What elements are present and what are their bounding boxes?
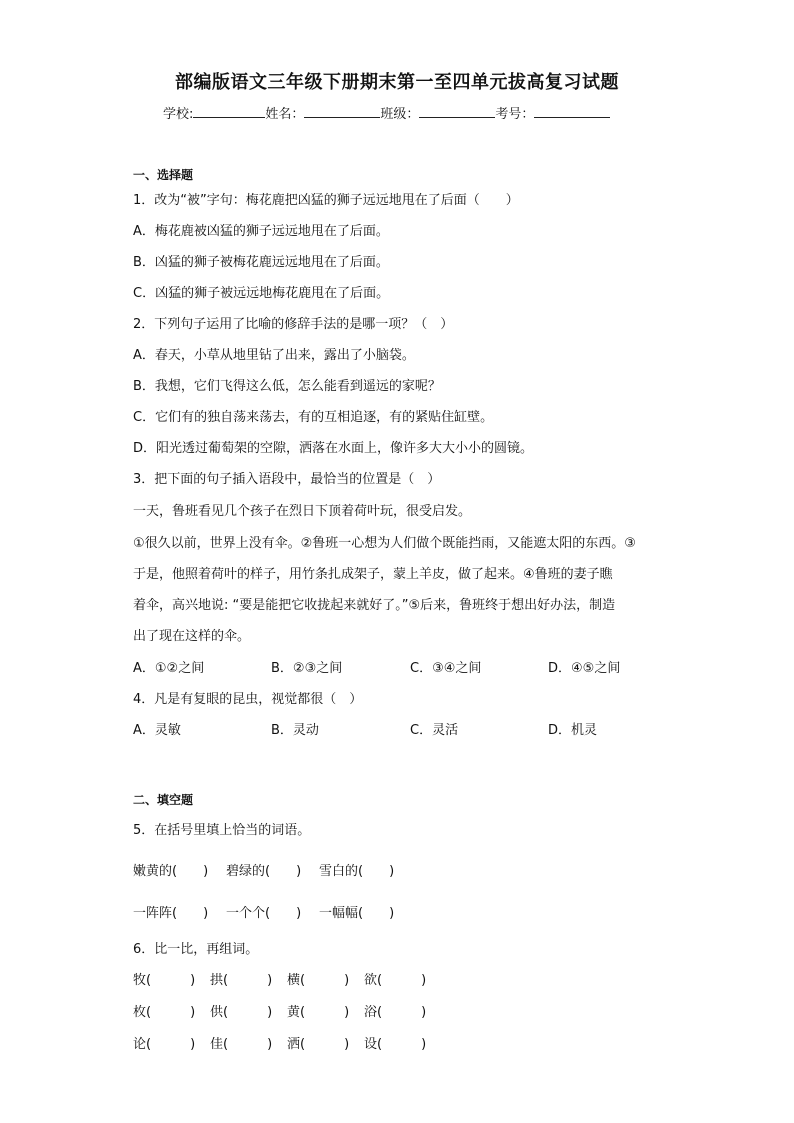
question-6-item: 洒( ) [287, 1037, 350, 1052]
section-heading-fill: 二、填空题 [133, 793, 194, 807]
question-3-passage-line-4: 出了现在这样的伞。 [133, 629, 251, 644]
question-3-option-c: C．③④之间 [410, 661, 482, 676]
question-3-option-a: A．①②之间 [133, 661, 205, 676]
school-blank [193, 104, 265, 118]
name-label: 姓名： [265, 107, 305, 122]
question-6-item: 设( ) [364, 1037, 427, 1052]
exam-no-blank [534, 104, 610, 118]
question-4-option-c: C．灵活 [410, 723, 459, 738]
class-blank [419, 104, 495, 118]
question-1-option-a: A．梅花鹿被凶猛的狮子远远地甩在了后面。 [133, 224, 389, 239]
question-3-sentence: 一天，鲁班看见几个孩子在烈日下顶着荷叶玩，很受启发。 [133, 504, 472, 519]
exam-no-label: 考号： [495, 107, 535, 122]
question-6-item: 浴( ) [364, 1005, 427, 1020]
question-5-blank: 一阵阵( ) [133, 906, 209, 921]
question-4-option-d: D．机灵 [548, 723, 598, 738]
question-3-passage-line-2: 于是，他照着荷叶的样子，用竹条扎成架子，蒙上羊皮，做了起来。④鲁班的妻子瞧 [133, 567, 613, 582]
question-6-item: 枚( ) [133, 1005, 196, 1020]
question-6-item: 论( ) [133, 1037, 196, 1052]
question-4-option-a: A．灵敏 [133, 723, 181, 738]
question-6-item: 牧( ) [133, 973, 196, 988]
question-2-stem: 2．下列句子运用了比喻的修辞手法的是哪一项？（ ） [133, 317, 454, 332]
question-5-blank: 嫩黄的( ) [133, 864, 209, 879]
question-6-item: 横( ) [287, 973, 350, 988]
question-6-item: 拱( ) [210, 973, 273, 988]
question-3-passage-line-3: 着伞，高兴地说: “要是能把它收拢起来就好了。”⑤后来，鲁班终于想出好办法，制造 [133, 598, 616, 613]
question-3-option-b: B．②③之间 [271, 661, 343, 676]
question-4-stem: 4．凡是有复眼的昆虫，视觉都很（ ） [133, 692, 363, 707]
section-heading-choice: 一、选择题 [133, 168, 194, 182]
question-1-option-b: B．凶猛的狮子被梅花鹿远远地甩在了后面。 [133, 255, 389, 270]
question-2-option-c: C．它们有的独自荡来荡去，有的互相追逐，有的紧贴住缸壁。 [133, 410, 494, 425]
question-2-option-d: D．阳光透过葡萄架的空隙，洒落在水面上，像许多大大小小的圆镜。 [133, 441, 534, 456]
question-5-blank: 雪白的( ) [319, 864, 395, 879]
question-6-item: 黄( ) [287, 1005, 350, 1020]
question-2-option-b: B．我想，它们飞得这么低，怎么能看到遥远的家呢？ [133, 379, 441, 394]
question-5-blank: 碧绿的( ) [226, 864, 302, 879]
question-2-option-a: A．春天，小草从地里钻了出来，露出了小脑袋。 [133, 348, 415, 363]
question-6-stem: 6．比一比，再组词。 [133, 942, 259, 957]
question-3-passage-line-1: ①很久以前，世界上没有伞。②鲁班一心想为人们做个既能挡雨，又能遮太阳的东西。③ [133, 536, 636, 551]
question-1-stem: 1．改为“被”字句：梅花鹿把凶猛的狮子远远地甩在了后面（ ） [133, 193, 519, 208]
question-6-item: 欲( ) [364, 973, 427, 988]
question-6-item: 佳( ) [210, 1037, 273, 1052]
question-6-item: 供( ) [210, 1005, 273, 1020]
name-blank [304, 104, 380, 118]
question-5-blank: 一幅幅( ) [319, 906, 395, 921]
question-3-stem: 3．把下面的句子插入语段中，最恰当的位置是（ ） [133, 472, 441, 487]
class-label: 班级： [380, 107, 420, 122]
page-title: 部编版语文三年级下册期末第一至四单元拔高复习试题 [175, 72, 619, 93]
question-1-option-c: C．凶猛的狮子被远远地梅花鹿甩在了后面。 [133, 286, 390, 301]
school-label: 学校: [163, 107, 194, 122]
question-5-blank: 一个个( ) [226, 906, 302, 921]
question-4-option-b: B．灵动 [271, 723, 319, 738]
question-5-stem: 5．在括号里填上恰当的词语。 [133, 823, 311, 838]
question-3-option-d: D．④⑤之间 [548, 661, 621, 676]
student-info-row [163, 103, 610, 122]
